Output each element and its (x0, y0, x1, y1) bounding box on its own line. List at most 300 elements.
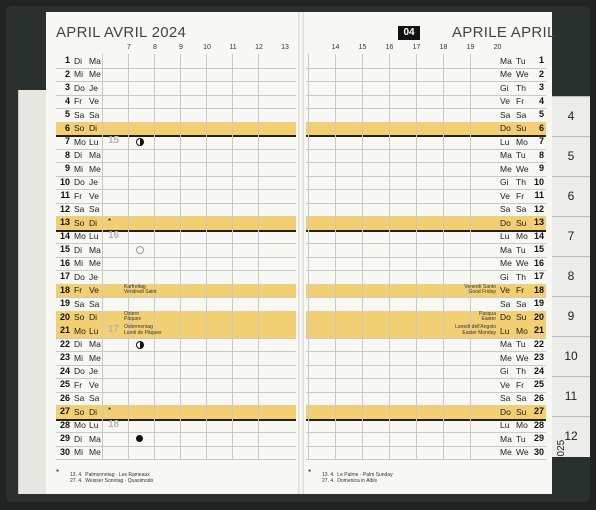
hour-gridline (470, 419, 471, 433)
holiday-star: * (108, 406, 112, 415)
hour-gridline (335, 297, 336, 311)
hour-gridline (102, 324, 103, 338)
hour-gridline (232, 135, 233, 149)
hour-gridline (470, 405, 471, 419)
hour-gridline (206, 149, 207, 163)
day-number: 15 (59, 244, 70, 254)
weekday-fr: Je (89, 271, 98, 282)
hour-gridline (232, 378, 233, 392)
hour-gridline (232, 392, 233, 406)
day-number: 2 (538, 68, 544, 79)
weekday-fr: Ve (89, 190, 99, 201)
day-row-left (56, 176, 296, 191)
hour-gridline (443, 176, 444, 190)
hour-gridline (308, 54, 309, 68)
hour-gridline (154, 270, 155, 284)
hour-gridline (206, 203, 207, 217)
hour-gridline (258, 176, 259, 190)
weekday-it: Me (500, 447, 512, 457)
hour-gridline (258, 81, 259, 95)
hour-gridline (258, 149, 259, 163)
weekday-en: Sa (516, 109, 527, 120)
hour-gridline (362, 203, 363, 217)
hour-gridline (416, 122, 417, 136)
weekday-de: Sa (74, 109, 85, 120)
hour-gridline (389, 378, 390, 392)
day-number: 15 (533, 244, 544, 254)
weekday-en: We (516, 352, 529, 363)
weekday-de: Do (74, 177, 85, 187)
hour-gridline (154, 54, 155, 68)
hour-gridline (180, 324, 181, 338)
weekday-de: Mi (74, 258, 83, 268)
hour-label: 12 (255, 44, 263, 51)
hour-gridline (389, 95, 390, 109)
month-title-left: APRIL AVRIL 2024 (56, 24, 187, 41)
hour-gridline (335, 378, 336, 392)
hour-gridline (443, 108, 444, 122)
hour-gridline (308, 284, 309, 298)
day-number: 12 (59, 203, 70, 214)
hour-gridline (362, 81, 363, 95)
hour-gridline (180, 230, 181, 244)
hour-gridline (470, 432, 471, 446)
day-row-right (306, 270, 546, 285)
hour-gridline (232, 284, 233, 298)
hour-gridline (180, 176, 181, 190)
weekday-it: Gi (500, 82, 509, 93)
hour-gridline (154, 189, 155, 203)
hour-gridline (102, 405, 103, 419)
day-row-left (56, 149, 296, 164)
day-number: 11 (534, 190, 544, 200)
weekday-it: Lu (500, 325, 510, 336)
day-row-right (306, 68, 546, 83)
weekday-en: Su (516, 312, 527, 322)
weekday-de: Sa (74, 298, 85, 309)
week-number: 17 (108, 324, 120, 335)
day-row-left (56, 324, 296, 339)
hour-gridline (389, 392, 390, 406)
hour-gridline (154, 365, 155, 379)
weekday-en: Sa (516, 204, 527, 214)
weekday-fr: Ma (89, 55, 101, 66)
hour-gridline (206, 243, 207, 257)
hour-gridline (389, 257, 390, 271)
day-number: 24 (59, 365, 70, 376)
hour-gridline (128, 135, 129, 149)
hour-gridline (416, 351, 417, 365)
weekday-it: Do (500, 123, 511, 133)
hour-gridline (102, 365, 103, 379)
hour-gridline (232, 243, 233, 257)
weekday-en: Su (516, 406, 527, 417)
hour-gridline (128, 189, 129, 203)
hour-gridline (128, 176, 129, 190)
hour-gridline (416, 338, 417, 352)
weekday-de: Mo (74, 231, 86, 241)
weekday-de: Mi (74, 352, 83, 363)
hour-gridline (180, 135, 181, 149)
weekday-it: Lu (500, 231, 510, 241)
day-row-left (56, 68, 296, 83)
weekday-fr: Sa (89, 298, 100, 309)
day-number: 11 (60, 190, 70, 200)
weekday-fr: Ma (89, 433, 101, 444)
month-tab-7[interactable]: 7 (552, 216, 590, 257)
hour-gridline (416, 95, 417, 109)
day-number: 13 (59, 217, 70, 227)
day-row-right (306, 392, 546, 407)
weekday-de: Do (74, 271, 85, 282)
day-number: 3 (64, 82, 70, 92)
month-tab-10[interactable]: 10 (552, 336, 590, 377)
day-row-right (306, 149, 546, 164)
weekday-it: Ve (500, 379, 510, 390)
month-tab-4[interactable]: 4 (552, 96, 590, 137)
hour-gridline (443, 189, 444, 203)
hour-gridline (470, 243, 471, 257)
day-number: 7 (538, 136, 544, 146)
hour-gridline (362, 189, 363, 203)
weekday-en: Tu (516, 433, 526, 444)
hour-gridline (389, 284, 390, 298)
weekday-en: Tu (516, 150, 526, 160)
hour-gridline (102, 378, 103, 392)
hour-gridline (335, 392, 336, 406)
hour-gridline (362, 68, 363, 82)
weekday-de: Di (74, 244, 83, 255)
hour-gridline (232, 257, 233, 271)
hour-gridline (416, 135, 417, 149)
hour-gridline (470, 176, 471, 190)
hour-gridline (180, 365, 181, 379)
hour-gridline (154, 122, 155, 136)
weekday-it: Sa (500, 393, 511, 403)
hour-gridline (102, 135, 103, 149)
day-row-right (306, 176, 546, 191)
hour-gridline (102, 230, 103, 244)
hour-label: 8 (153, 44, 157, 51)
hour-gridline (308, 446, 309, 460)
weekday-fr: Je (89, 366, 98, 376)
day-row-right (306, 446, 546, 461)
weekday-en: Tu (516, 244, 526, 255)
hour-gridline (154, 338, 155, 352)
hour-gridline (232, 203, 233, 217)
hour-gridline (102, 54, 103, 68)
hour-gridline (232, 419, 233, 433)
hour-gridline (128, 81, 129, 95)
hour-gridline (416, 270, 417, 284)
weekday-fr: Me (89, 69, 101, 79)
hour-gridline (470, 149, 471, 163)
hour-gridline (154, 432, 155, 446)
moon-phase-icon (136, 435, 143, 442)
hour-gridline (416, 257, 417, 271)
hour-gridline (102, 392, 103, 406)
month-tab-11[interactable]: 11 (552, 376, 590, 417)
month-tab-12[interactable]: 12 (552, 416, 590, 457)
hour-gridline (335, 81, 336, 95)
hour-gridline (335, 189, 336, 203)
hour-gridline (258, 446, 259, 460)
moon-phase-icon (136, 341, 144, 349)
hour-gridline (335, 95, 336, 109)
hour-gridline (180, 351, 181, 365)
hour-gridline (335, 122, 336, 136)
day-row-left (56, 284, 296, 299)
weekday-it: Ma (500, 150, 512, 160)
hour-gridline (102, 162, 103, 176)
weekday-fr: Sa (89, 204, 100, 214)
hour-gridline (443, 216, 444, 230)
hour-gridline (443, 162, 444, 176)
hour-gridline (389, 297, 390, 311)
hour-gridline (232, 270, 233, 284)
hour-gridline (128, 432, 129, 446)
hour-gridline (389, 162, 390, 176)
hour-gridline (258, 324, 259, 338)
day-row-right (306, 81, 546, 96)
hour-gridline (335, 230, 336, 244)
hour-gridline (154, 176, 155, 190)
weekday-de: So (74, 406, 85, 417)
day-row-left (56, 189, 296, 204)
hour-gridline (362, 311, 363, 325)
hour-gridline (258, 284, 259, 298)
hour-gridline (443, 243, 444, 257)
hour-gridline (389, 405, 390, 419)
hour-gridline (180, 378, 181, 392)
hour-gridline (362, 216, 363, 230)
hour-gridline (443, 257, 444, 271)
weekday-it: Me (500, 258, 512, 268)
day-row-right (306, 189, 546, 204)
weekday-de: Sa (74, 204, 85, 214)
weekday-de: Mo (74, 136, 86, 147)
hour-gridline (308, 176, 309, 190)
hour-gridline (416, 216, 417, 230)
weekday-de: Mi (74, 163, 83, 174)
week-number: 18 (108, 418, 120, 430)
hour-gridline (335, 135, 336, 149)
weekday-it: Gi (500, 366, 509, 376)
hour-gridline (128, 203, 129, 217)
hour-gridline (128, 68, 129, 82)
month-tab-9[interactable]: 9 (552, 296, 590, 337)
year-tab[interactable]: 2025 (556, 439, 567, 462)
hour-gridline (180, 297, 181, 311)
hour-gridline (470, 230, 471, 244)
weekday-de: Mi (74, 447, 83, 457)
hour-gridline (362, 446, 363, 460)
hour-gridline (154, 149, 155, 163)
hour-gridline (232, 149, 233, 163)
hour-gridline (308, 135, 309, 149)
weekday-de: So (74, 312, 85, 322)
hour-gridline (416, 108, 417, 122)
weekday-en: Mo (516, 136, 528, 147)
hour-label: 20 (493, 44, 502, 51)
month-tab-8[interactable]: 8 (552, 256, 590, 297)
hour-gridline (206, 54, 207, 68)
hour-gridline (416, 68, 417, 82)
weekday-de: Mo (74, 420, 86, 430)
hour-gridline (232, 216, 233, 230)
hour-gridline (389, 68, 390, 82)
hour-gridline (102, 149, 103, 163)
hour-gridline (308, 203, 309, 217)
hour-gridline (335, 338, 336, 352)
day-row-right (306, 297, 546, 312)
hour-gridline (389, 243, 390, 257)
hour-gridline (416, 54, 417, 68)
hour-gridline (470, 365, 471, 379)
hour-gridline (180, 162, 181, 176)
hour-gridline (232, 176, 233, 190)
month-tab-5[interactable]: 5 (552, 136, 590, 177)
holiday-star: * (108, 217, 112, 226)
hour-gridline (362, 419, 363, 433)
hour-gridline (362, 162, 363, 176)
day-number: 16 (59, 257, 70, 268)
hour-gridline (308, 257, 309, 271)
day-number: 20 (533, 311, 544, 322)
day-number: 23 (533, 352, 544, 362)
hour-gridline (102, 446, 103, 460)
hour-gridline (206, 176, 207, 190)
hour-gridline (416, 297, 417, 311)
day-row-left (56, 54, 296, 69)
hour-gridline (416, 419, 417, 433)
hour-gridline (362, 432, 363, 446)
day-number: 1 (538, 55, 544, 65)
day-number: 4 (64, 95, 70, 106)
hour-gridline (308, 378, 309, 392)
hour-gridline (443, 122, 444, 136)
hour-gridline (128, 257, 129, 271)
weekday-it: Me (500, 163, 512, 174)
day-number: 25 (59, 379, 70, 389)
day-number: 18 (59, 284, 70, 295)
hour-label: 15 (358, 44, 367, 51)
hour-gridline (416, 378, 417, 392)
hour-gridline (180, 284, 181, 298)
weekday-en: We (516, 447, 529, 457)
day-number: 30 (59, 446, 70, 457)
hour-gridline (206, 257, 207, 271)
day-row-left (56, 270, 296, 285)
day-number: 28 (533, 419, 544, 430)
hour-gridline (258, 68, 259, 82)
weekday-en: Th (516, 177, 526, 187)
hour-gridline (232, 311, 233, 325)
hour-gridline (362, 176, 363, 190)
hour-gridline (443, 419, 444, 433)
hour-label: 9 (179, 44, 183, 51)
hour-gridline (154, 95, 155, 109)
hour-gridline (258, 392, 259, 406)
hour-gridline (308, 149, 309, 163)
hour-gridline (470, 378, 471, 392)
hour-gridline (335, 243, 336, 257)
hour-gridline (206, 311, 207, 325)
hour-gridline (389, 176, 390, 190)
hour-gridline (335, 351, 336, 365)
weekday-fr: Me (89, 352, 101, 363)
hour-gridline (180, 392, 181, 406)
hour-gridline (470, 351, 471, 365)
hour-gridline (362, 270, 363, 284)
weekday-fr: Me (89, 258, 101, 268)
hour-gridline (258, 122, 259, 136)
hour-gridline (470, 257, 471, 271)
hour-gridline (154, 203, 155, 217)
weekday-en: Tu (516, 55, 526, 66)
day-row-left (56, 365, 296, 380)
hour-gridline (232, 324, 233, 338)
hour-gridline (470, 338, 471, 352)
hour-gridline (232, 230, 233, 244)
weekday-en: Th (516, 366, 526, 376)
hour-gridline (258, 432, 259, 446)
holiday-label: Karfreitag Vendredi Saint (124, 283, 157, 295)
hour-gridline (232, 365, 233, 379)
day-number: 8 (64, 149, 70, 160)
hour-gridline (335, 108, 336, 122)
hour-gridline (470, 95, 471, 109)
hour-gridline (206, 122, 207, 136)
footnote-star: * (56, 468, 60, 477)
hour-gridline (416, 176, 417, 190)
hour-gridline (335, 405, 336, 419)
month-tab-6[interactable]: 6 (552, 176, 590, 217)
weekday-de: So (74, 123, 85, 133)
hour-gridline (180, 95, 181, 109)
weekday-fr: Lu (89, 231, 99, 241)
hour-gridline (308, 122, 309, 136)
hour-gridline (206, 135, 207, 149)
hour-gridline (258, 243, 259, 257)
hour-gridline (258, 54, 259, 68)
weekday-it: Gi (500, 271, 509, 282)
footnote-left-text: 13. 4. Palmsonntag · Les Rameaux 27. 4. Weisser Sonntag · Quasimodo (70, 472, 154, 484)
hour-gridline (128, 54, 129, 68)
hour-gridline (389, 324, 390, 338)
hour-gridline (470, 392, 471, 406)
hour-gridline (154, 135, 155, 149)
hour-gridline (128, 351, 129, 365)
day-number: 10 (533, 176, 544, 187)
day-number: 4 (538, 95, 544, 106)
weekday-it: Ma (500, 339, 512, 349)
hour-gridline (258, 405, 259, 419)
hour-gridline (389, 365, 390, 379)
day-row-right (306, 162, 546, 177)
weekday-it: Me (500, 69, 512, 79)
hour-gridline (470, 446, 471, 460)
day-number: 17 (533, 271, 544, 281)
hour-gridline (335, 419, 336, 433)
hour-gridline (443, 405, 444, 419)
hour-gridline (389, 338, 390, 352)
day-number: 26 (59, 392, 70, 403)
hour-gridline (470, 108, 471, 122)
hour-gridline (308, 108, 309, 122)
hour-gridline (258, 108, 259, 122)
hour-gridline (362, 230, 363, 244)
